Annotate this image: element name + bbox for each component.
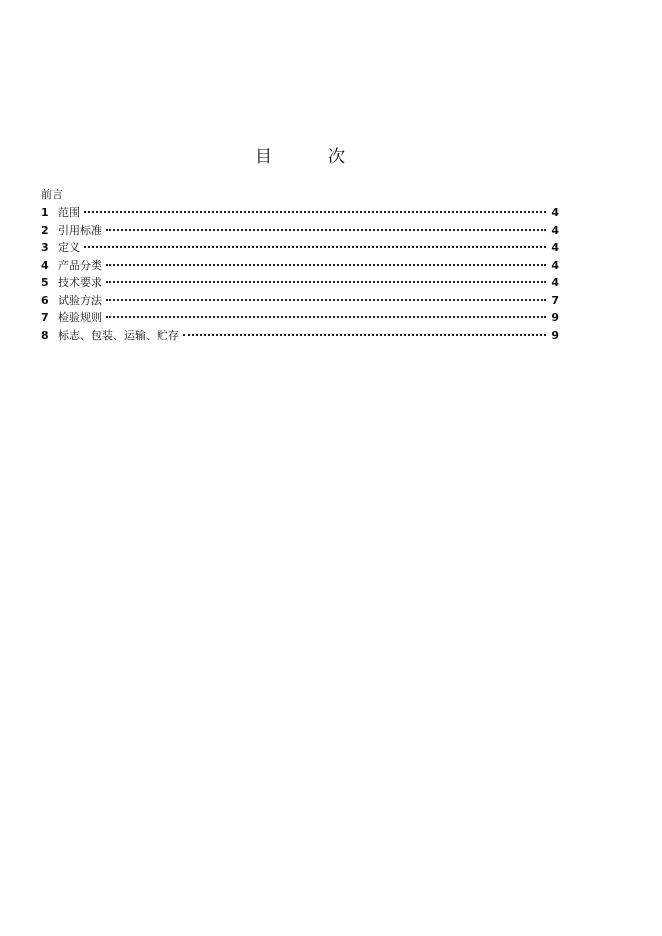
toc-entry-2[interactable] (41, 222, 559, 240)
toc-entry-7[interactable] (41, 309, 559, 327)
toc-dot-leader (106, 264, 546, 266)
toc-entry-page: 4 (551, 206, 559, 219)
toc-entry-number: 1 (41, 206, 49, 219)
toc-dot-leader (84, 211, 546, 213)
toc-entry-number: 6 (41, 293, 49, 307)
toc-entry-page: 4 (551, 258, 559, 272)
toc-entry-5[interactable] (41, 274, 559, 292)
toc-entry-page: 7 (551, 293, 559, 307)
toc-entry-page: 9 (551, 328, 559, 342)
toc-entry-page: 4 (551, 241, 559, 254)
toc-entry-label: 技术要求 (58, 276, 102, 289)
toc-entry-page: 9 (551, 311, 559, 324)
toc-dot-leader (106, 316, 546, 318)
toc-entry-label: 试验方法 (58, 293, 102, 307)
toc-dot-leader (84, 246, 546, 248)
toc-entry-label: 检验规则 (58, 311, 102, 324)
toc-entry-number: 5 (41, 276, 49, 289)
toc-entry-label: 引用标准 (58, 223, 102, 237)
toc-entry-number: 3 (41, 241, 49, 254)
toc-entry-number: 8 (41, 328, 49, 342)
toc-entry-label: 标志、包装、运输、贮存 (58, 328, 179, 342)
toc-entry-number: 2 (41, 223, 49, 237)
toc-entry-number: 4 (41, 258, 49, 272)
toc-preface-entry[interactable]: 前言 (41, 188, 63, 201)
toc-entry-label: 范围 (58, 206, 80, 219)
toc-entry-label: 产品分类 (58, 258, 102, 272)
toc-entry-page: 4 (551, 223, 559, 237)
toc-entry-8[interactable] (41, 327, 559, 345)
toc-entry-label: 定义 (58, 241, 80, 254)
toc-entry-6[interactable] (41, 292, 559, 310)
table-of-contents (41, 204, 559, 344)
toc-title-char-2: 次 (328, 147, 345, 167)
toc-entry-page: 4 (551, 276, 559, 289)
toc-dot-leader (106, 229, 546, 231)
toc-dot-leader (106, 281, 546, 283)
toc-dot-leader (183, 334, 546, 336)
toc-title-char-1: 目 (255, 147, 272, 167)
toc-dot-leader (106, 299, 546, 301)
toc-title (0, 146, 600, 168)
toc-entry-3[interactable] (41, 239, 559, 257)
toc-entry-4[interactable] (41, 257, 559, 275)
toc-entry-number: 7 (41, 311, 49, 324)
toc-entry-1[interactable] (41, 204, 559, 222)
